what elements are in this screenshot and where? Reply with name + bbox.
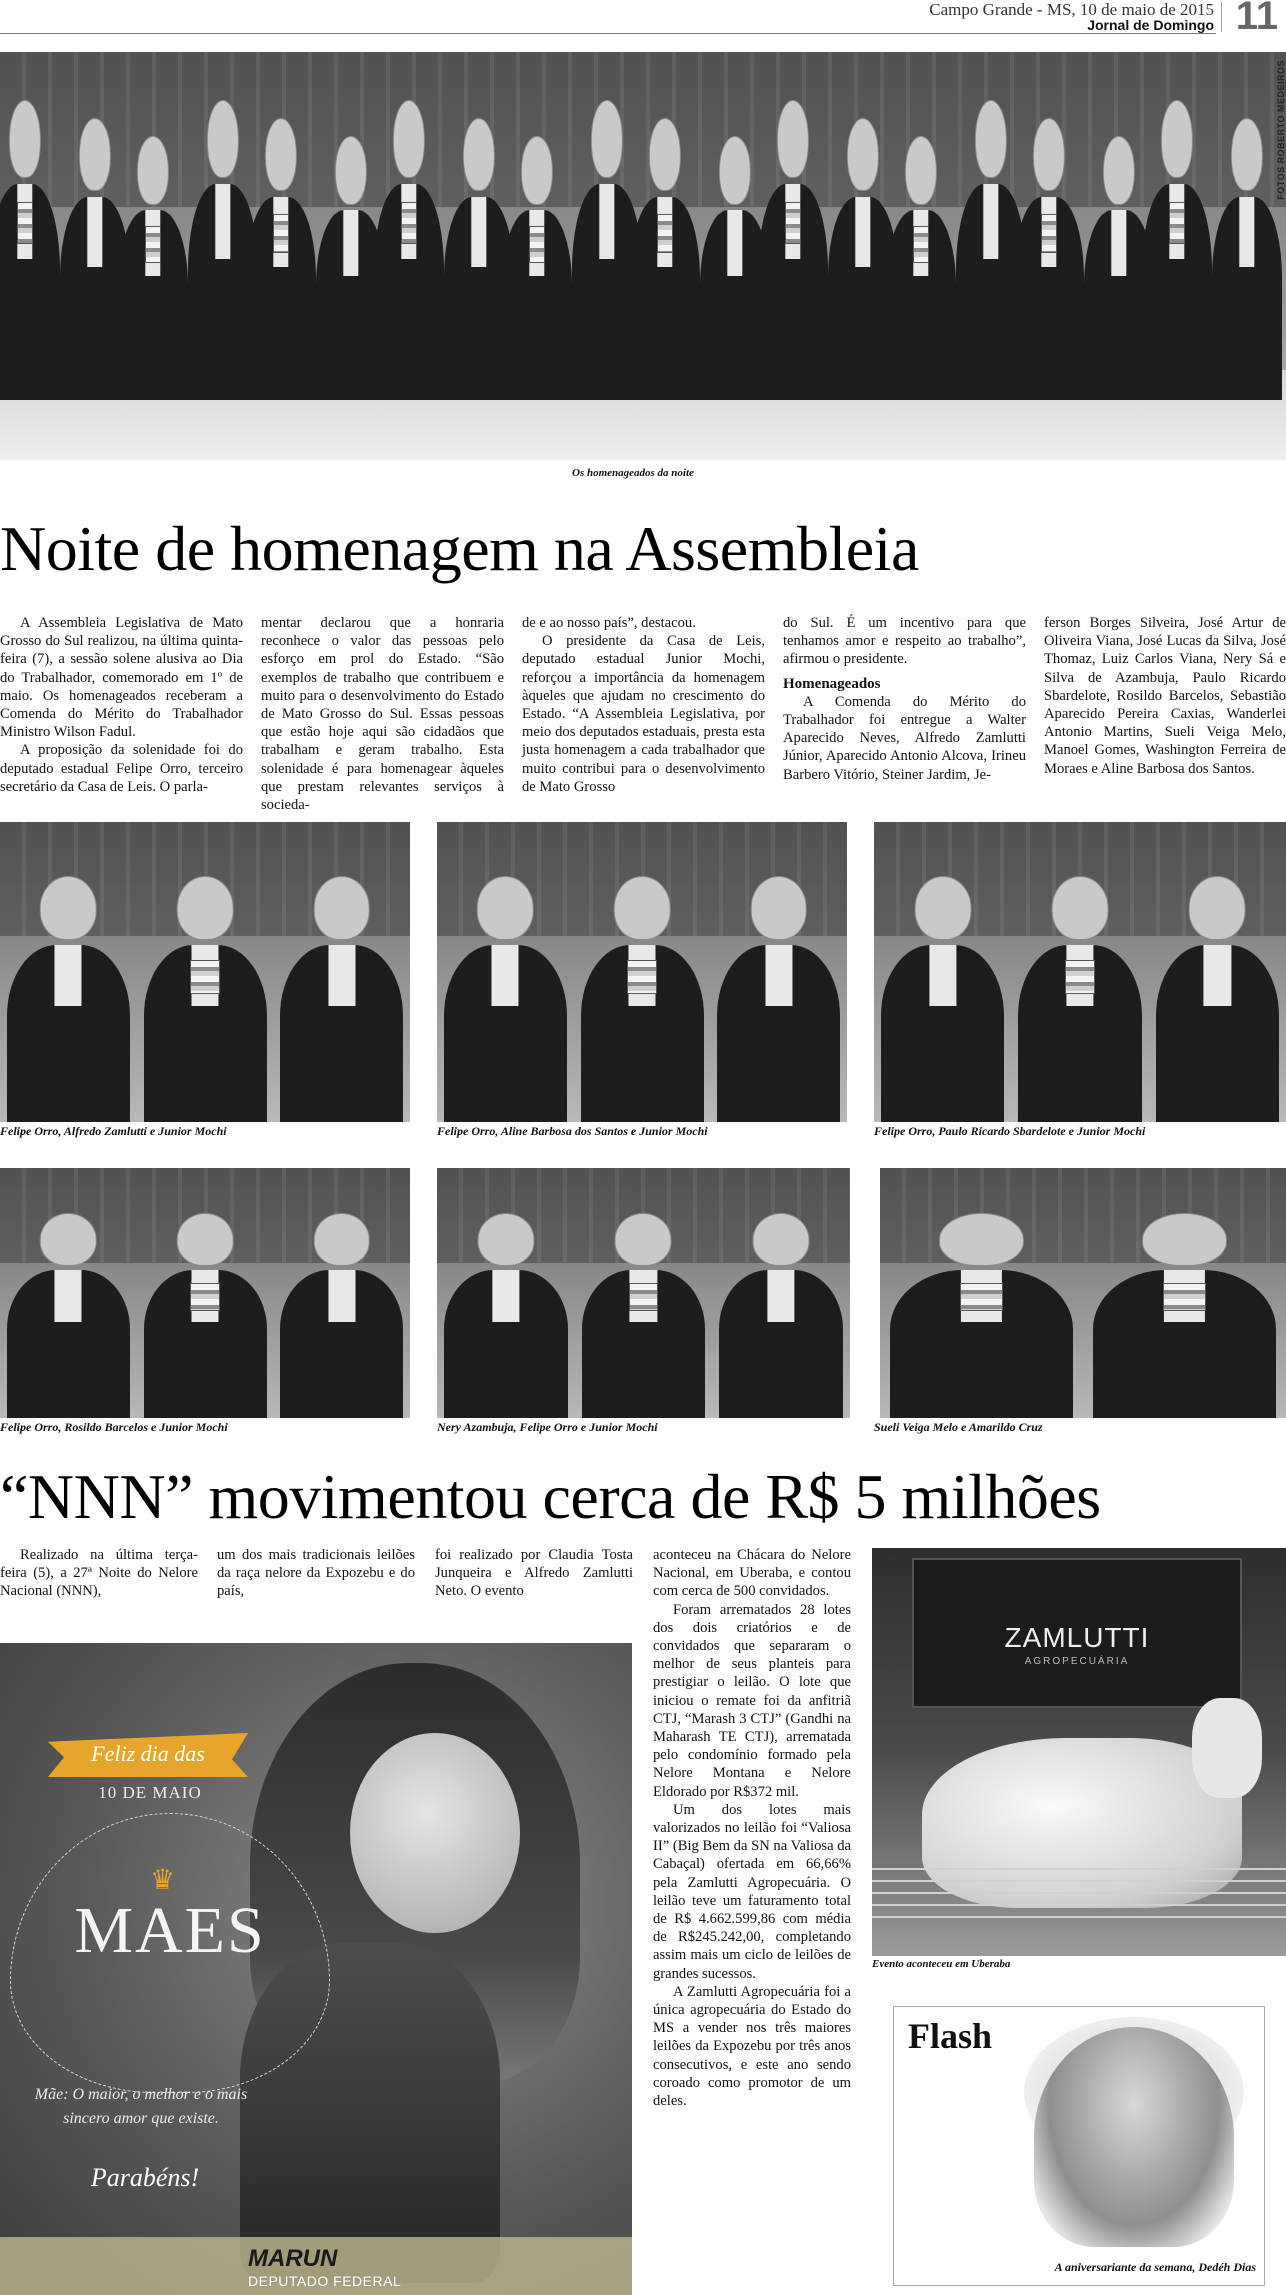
trophy-icon [960, 1283, 1004, 1312]
zamlutti-banner [912, 1558, 1242, 1708]
mothers-day-ad [0, 1643, 632, 2295]
person-silhouette [144, 876, 267, 1122]
trophy-icon [1065, 960, 1095, 994]
birthday-portrait [1034, 2027, 1234, 2247]
person-silhouette [7, 876, 130, 1122]
flash-box [893, 2006, 1265, 2286]
paragraph: Um dos lotes mais valorizados no leilão foi “Valiosa II” (Big Bem da SN na Valiosa da Cabaçal) ofertada em 66,66% pela Zamlutti Agropecuária. O leilão teve um faturamento total de R$ 4.662.599,86 com média de R$245.242,00, completando assim mais um ciclo de leilões de grandes sucessos. [653, 1801, 851, 1982]
paragraph: A Zamlutti Agropecuária foi a única agropecuária do Estado do MS a vender nos três maiores leilões da Expozebu por três anos consecutivos, e este ano sendo coroado como promotor de um deles. [653, 1983, 851, 2110]
article2-col2 [217, 1546, 415, 1601]
award-caption-1: Felipe Orro, Alfredo Zamlutti e Junior Mochi [0, 1124, 227, 1138]
paragraph: mentar declarou que a honraria reconhece o valor das pessoas pelo esforço em prol do Estado. “São exemplos de trabalho que contribuem e muito para o desenvolvimento do Estado de Mato Grosso do Sul. Essas pessoas que estão hoje aqui são cidadãos que trabalham e geram trabalho. Esta solenidade é para homenagear àqueles que prestam relevantes serviços à socieda- [261, 615, 504, 814]
person-silhouette [1018, 876, 1142, 1122]
page-header [0, 0, 1286, 38]
paragraph: foi realizado por Claudia Tosta Junqueira e Alfredo Zamlutti Neto. O evento [435, 1547, 633, 1600]
person-slot [0, 52, 1286, 400]
page-number: 11 [1235, 0, 1278, 38]
award-photo-5 [437, 1168, 850, 1418]
crown-icon: ♛ [150, 1865, 176, 1896]
head [40, 1213, 97, 1266]
zamlutti-logo: ZAMLUTTI [1004, 1622, 1150, 1653]
shirt [328, 1270, 355, 1321]
award-caption-4: Felipe Orro, Rosildo Barcelos e Junior Mochi [0, 1420, 228, 1434]
article2-headline: “NNN” movimentou cerca de R$ 5 milhões [0, 1461, 1101, 1532]
person-silhouette [144, 1213, 267, 1418]
head [939, 1213, 1023, 1266]
head [615, 1213, 672, 1266]
ad-closing: Parabéns! [90, 2163, 200, 2192]
paragraph: O presidente da Casa de Leis, deputado estadual Junior Mochi, reforçou a importância da homenagem àqueles que ajudam no crescimento do Estado. “A Assembleia Legislativa, por meio dos deputados estaduais, presta esta justa homenagem a cada trabalhador que muito contribui para o desenvolvimento de Mato Grosso [522, 633, 765, 795]
head [313, 876, 370, 940]
article1-headline: Noite de homenagem na Assembleia [0, 513, 919, 584]
auction-photo-caption: Evento aconteceu em Uberaba [872, 1958, 1011, 1970]
award-photo-2 [437, 822, 847, 1122]
trophy-icon [1163, 1283, 1207, 1312]
shirt [55, 1270, 82, 1321]
head [914, 876, 971, 940]
award-photo-3 [874, 822, 1286, 1122]
head [40, 876, 97, 940]
person-silhouette [1156, 876, 1280, 1122]
shirt [328, 945, 355, 1007]
head [753, 1213, 810, 1266]
paragraph: de e ao nosso país”, destacou. [522, 615, 696, 631]
flash-title: Flash [908, 2016, 993, 2056]
award-caption-2: Felipe Orro, Aline Barbosa dos Santos e Junior Mochi [437, 1124, 708, 1138]
person-silhouette [444, 1213, 568, 1418]
person-silhouette [881, 876, 1005, 1122]
person-silhouette [1212, 118, 1282, 400]
mother-face [350, 1733, 520, 1933]
paragraph: um dos mais tradicionais leilões da raça nelore da Expozebu e do país, [217, 1547, 415, 1600]
ad-date: 10 DE MAIO [98, 1783, 202, 1802]
head [313, 1213, 370, 1266]
shirt [55, 945, 82, 1007]
paragraph: A Comenda do Mérito do Trabalhador foi entregue a Walter Aparecido Neves, Alfredo Zamlutti Júnior, Aparecido Antonio Alcova, Irineu Barbero Vitório, Steiner Jardim, Je- [783, 693, 1026, 783]
group-photo [0, 52, 1286, 460]
auction-photo [872, 1548, 1286, 1956]
paragraph: Foram arrematados 28 lotes dos dois criatórios e de convidados que separaram o melhor de seus planteis para prestigiar o leilão. O lote que iniciou o remate foi da anfitriã CTJ, “Marash 3 CTJ” (Gandhi na Maharash TE CTJ), arrematada pelo condomínio formado pela Nelore Montana e Nelore Eldorado por R$372 mil. [653, 1601, 851, 1800]
paragraph: ferson Borges Silveira, José Artur de Oliveira Viana, José Lucas da Silva, José Thomaz, Luiz Carlos Viana, Nery Sá e Silva de Azambuja, Paulo Ricardo Sbardelote, Rosildo Barcelos, Sebastião Aparecido Pereira Caxias, Wanderlei Antonio Martins, Sueli Veiga Melo, Manoel Gomes, Washington Ferreira de Moraes e Aline Barbosa dos Santos. [1044, 615, 1286, 777]
person-silhouette [581, 876, 704, 1122]
paragraph: A proposição da solenidade foi do deputado estadual Felipe Orro, terceiro secretário da Casa de Leis. O parla- [0, 742, 243, 795]
photo-credit: FOTOS ROBERTO MEDEIROS [1276, 60, 1286, 200]
award-photo-4 [0, 1168, 410, 1418]
trophy-icon [629, 1283, 659, 1312]
head [1052, 876, 1109, 940]
paragraph: A Assembleia Legislativa de Mato Grosso do Sul realizou, na última quinta-feira (7), a sessão solene alusiva ao Dia do Trabalhador, comemorado em 1º de maio. Os homenageados receberam a Comenda do Mérito do Trabalhador Ministro Wilson Fadul. [0, 615, 243, 741]
award-caption-3: Felipe Orro, Paulo Ricardo Sbardelote e Junior Mochi [874, 1124, 1146, 1138]
head [1142, 1213, 1226, 1266]
award-photo-1 [0, 822, 410, 1122]
place-date: Campo Grande - MS, 10 de maio de 2015 [929, 0, 1214, 19]
zamlutti-logo-sub: AGROPECUÁRIA [1024, 1656, 1130, 1667]
head [177, 1213, 234, 1266]
article1-col2 [261, 614, 504, 814]
ad-title: MAES [74, 1894, 266, 1967]
head [750, 876, 807, 940]
article2-col1 [0, 1546, 198, 1601]
head [477, 1213, 534, 1266]
award-photo-6 [880, 1168, 1286, 1418]
head [477, 876, 534, 940]
person-silhouette [280, 876, 403, 1122]
ad-banner-text: Feliz dia das [91, 1741, 205, 1766]
person-silhouette [1093, 1213, 1276, 1418]
paragraph: do Sul. É um incentivo para que tenhamos amor e respeito ao trabalho”, afirmou o presidente. [783, 615, 1026, 668]
award-caption-6: Sueli Veiga Melo e Amarildo Cruz [874, 1420, 1043, 1434]
group-photo-caption: Os homenageados da noite [572, 467, 694, 479]
article1-col1 [0, 614, 243, 796]
subheading: Homenageados [783, 675, 881, 692]
person-silhouette [444, 876, 567, 1122]
ad-verse: Mãe: O maior, o melhor e o mais sincero amor que existe. [34, 2086, 248, 2127]
header-rule [0, 33, 1216, 34]
article1-col4 [783, 614, 1026, 784]
head [614, 876, 671, 940]
article2-col3 [435, 1546, 633, 1601]
paragraph: aconteceu na Chácara do Nelore Nacional, em Uberaba, e contou com cerca de 500 convidados. [653, 1547, 851, 1600]
person-silhouette [717, 876, 840, 1122]
award-caption-5: Nery Azambuja, Felipe Orro e Junior Mochi [437, 1420, 658, 1434]
paragraph: Realizado na última terça-feira (5), a 27ª Noite do Nelore Nacional (NNN), [0, 1547, 198, 1600]
sponsor-title: DEPUTADO FEDERAL [248, 2273, 402, 2289]
article1-col5 [1044, 614, 1286, 778]
shirt [492, 1270, 519, 1321]
article1-col3 [522, 614, 765, 796]
person-silhouette [890, 1213, 1073, 1418]
shirt [929, 945, 956, 1007]
trophy-icon [190, 960, 220, 994]
trophy-icon [627, 960, 657, 994]
shirt [1204, 945, 1231, 1007]
person-silhouette [280, 1213, 403, 1418]
article2-col4 [653, 1546, 851, 2110]
header-divider [1221, 2, 1222, 32]
fence [872, 1858, 1286, 1918]
head [177, 876, 234, 940]
person-silhouette [582, 1213, 706, 1418]
head [1231, 118, 1263, 191]
newspaper-name: Jornal de Domingo [1087, 17, 1214, 33]
shirt [765, 945, 792, 1007]
shirt [1239, 197, 1254, 268]
shirt [492, 945, 519, 1007]
person-silhouette [7, 1213, 130, 1418]
sponsor-logo: MARUN [248, 2245, 338, 2272]
nelore-bull-head [1192, 1698, 1262, 1798]
person-silhouette [719, 1213, 843, 1418]
shirt [768, 1270, 795, 1321]
flash-caption: A aniversariante da semana, Dedéh Dias [1054, 2260, 1256, 2274]
trophy-icon [190, 1283, 220, 1312]
head [1189, 876, 1246, 940]
